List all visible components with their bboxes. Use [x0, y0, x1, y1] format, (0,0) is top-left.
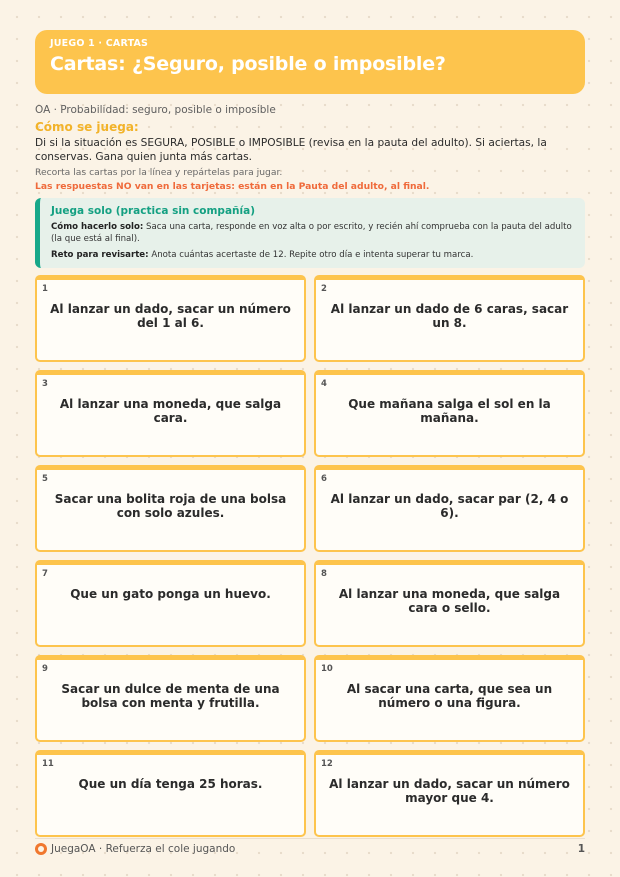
card-situation: Sacar un dulce de menta de una bolsa con menta y frutilla.: [61, 682, 280, 710]
card-situation: Al lanzar un dado, sacar un número mayor que 4.: [329, 777, 570, 805]
card-12[interactable]: [314, 750, 585, 837]
card-5[interactable]: [35, 465, 306, 552]
rules-text: Di si la situación es SEGURA, POSIBLE o IMPOSIBLE (revisa en la pauta del adulto). Si aciertas, la conservas. Gana quien junta más cartas.: [35, 137, 547, 163]
card-6[interactable]: [314, 465, 585, 552]
card-number: 12: [321, 759, 333, 769]
card-situation: Al lanzar un dado de 6 caras, sacar un 8.: [330, 302, 569, 330]
card-situation: Al lanzar una moneda, que salga cara.: [59, 397, 282, 425]
card-3[interactable]: [35, 370, 306, 457]
solo-how-line: [51, 221, 575, 245]
card-situation: Al lanzar una moneda, que salga cara o sello.: [338, 587, 561, 615]
solo-how-label: Cómo hacerlo solo:: [51, 222, 144, 232]
card-10[interactable]: [314, 655, 585, 742]
page-title: Cartas: ¿Seguro, posible o imposible?: [50, 53, 446, 75]
learning-objective: OA · Probabilidad: seguro, posible o imposible: [35, 104, 276, 116]
answers-warning: Las respuestas NO van en las tarjetas: están en la Pauta del adulto, al final.: [35, 181, 430, 192]
card-number: 9: [42, 664, 48, 674]
cut-instructions: Recorta las cartas por la línea y repártelas para jugar.: [35, 167, 283, 178]
card-8[interactable]: [314, 560, 585, 647]
card-number: 2: [321, 284, 327, 294]
card-4[interactable]: [314, 370, 585, 457]
card-number: 7: [42, 569, 48, 579]
how-to-play-heading: Cómo se juega:: [35, 120, 139, 134]
card-2[interactable]: [314, 275, 585, 362]
card-7[interactable]: [35, 560, 306, 647]
card-number: 6: [321, 474, 327, 484]
card-situation: Al lanzar un dado, sacar par (2, 4 o 6).: [330, 492, 569, 520]
card-number: 11: [42, 759, 54, 769]
page-number: 1: [577, 843, 585, 855]
solo-how-text: Saca una carta, responde en voz alta o por escrito, y recién ahí comprueba con la pauta del adulto (la que está al final).: [51, 222, 572, 244]
solo-challenge-line: [51, 249, 575, 261]
card-situation: Que un gato ponga un huevo.: [70, 587, 271, 601]
card-9[interactable]: [35, 655, 306, 742]
card-number: 5: [42, 474, 48, 484]
juegaoa-logo-icon: [35, 843, 47, 855]
card-situation: Sacar una bolita roja de una bolsa con solo azules.: [54, 492, 287, 520]
header-banner: [35, 30, 585, 94]
solo-challenge-text: Anota cuántas acertaste de 12. Repite otro día e intenta superar tu marca.: [151, 250, 474, 260]
card-situation: Que mañana salga el sol en la mañana.: [348, 397, 551, 425]
solo-play-title: Juega solo (practica sin compañía): [51, 205, 255, 217]
footer-divider: [35, 838, 585, 839]
card-number: 1: [42, 284, 48, 294]
card-number: 3: [42, 379, 48, 389]
card-situation: Al lanzar un dado, sacar un número del 1 al 6.: [50, 302, 291, 330]
card-1[interactable]: [35, 275, 306, 362]
solo-play-box: [35, 198, 585, 268]
card-number: 4: [321, 379, 327, 389]
card-situation: Al sacar una carta, que sea un número o una figura.: [346, 682, 553, 710]
card-situation: Que un día tenga 25 horas.: [78, 777, 263, 791]
card-11[interactable]: [35, 750, 306, 837]
footer-brand: JuegaOA · Refuerza el cole jugando: [51, 843, 236, 855]
game-kicker: JUEGO 1 · CARTAS: [50, 38, 149, 49]
solo-challenge-label: Reto para revisarte:: [51, 250, 149, 260]
card-number: 10: [321, 664, 333, 674]
card-number: 8: [321, 569, 327, 579]
